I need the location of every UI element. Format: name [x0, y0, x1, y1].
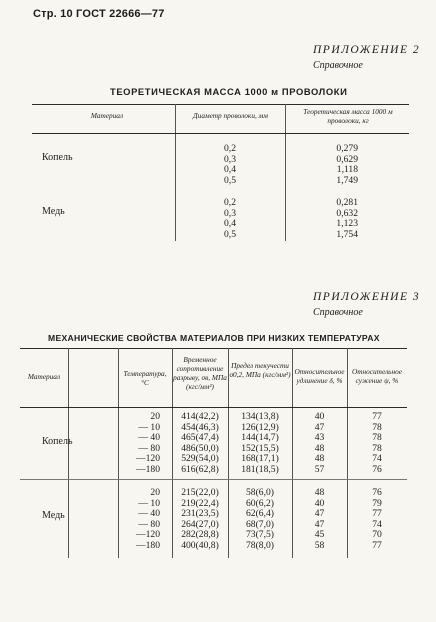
table-cell: 1,754: [336, 228, 358, 240]
table-cell: 77: [372, 539, 382, 551]
col-header-temperature: Температура, °С: [123, 369, 167, 387]
table-cell: 0,279: [336, 143, 358, 154]
table-cell: 215(22,0): [181, 487, 219, 498]
table-cell: — 80: [138, 518, 160, 530]
table-cell: —180: [136, 463, 160, 475]
col-header-yield: Предел текучести σ0,2, МПа (кгс/мм²): [229, 361, 291, 379]
col-header-tensile: Временное сопротивление разрыву, σв, МПа (кгс/мм²): [173, 355, 227, 391]
col-header-material: Материал: [27, 372, 61, 381]
table-cell: 73(7,5): [246, 529, 274, 541]
table-cell: 181(18,5): [241, 463, 279, 475]
table-cell: — 40: [138, 432, 160, 444]
tensile-values: [173, 488, 227, 552]
table-cell: 0,4: [224, 218, 236, 230]
table-cell: 465(47,4): [181, 432, 219, 444]
table-cell: 0,5: [224, 228, 236, 240]
mass-values: [320, 198, 358, 240]
table-cell: —120: [136, 529, 160, 541]
table-cell: 74: [372, 518, 382, 530]
table-cell: 0,3: [224, 207, 236, 219]
table-cell: 45: [314, 529, 325, 541]
temperature-values: [124, 412, 160, 476]
appendix-3-title: ПРИЛОЖЕНИЕ 3: [313, 291, 421, 303]
table-2-divider: [118, 348, 119, 558]
table-cell: — 10: [138, 497, 160, 509]
table-cell: 282(28,8): [181, 529, 219, 541]
table-cell: 219(22,4): [181, 497, 219, 509]
table-cell: 144(14,7): [241, 432, 279, 444]
table-cell: 0,281: [336, 197, 358, 208]
reduction-values: [348, 488, 406, 552]
table-cell: 0,4: [224, 164, 236, 176]
table-cell: 58: [314, 539, 325, 551]
temperature-values: [124, 488, 160, 552]
table-cell: 78: [372, 442, 382, 454]
table-1-title: ТЕОРЕТИЧЕСКАЯ МАССА 1000 м ПРОВОЛОКИ: [110, 86, 348, 97]
table-cell: 616(62,8): [181, 463, 219, 475]
table-cell: 57: [314, 463, 325, 475]
col-header-material: Материал: [90, 111, 124, 120]
table-cell: 0,629: [336, 153, 358, 165]
table-cell: 47: [314, 508, 325, 520]
table-2-header-rule: [20, 407, 407, 408]
table-cell: 40: [314, 497, 325, 509]
table-cell: 400(40,8): [181, 539, 219, 551]
table-cell: 1,118: [336, 164, 358, 176]
table-cell: 0,632: [336, 207, 358, 219]
appendix-2-subtitle: Справочное: [313, 60, 363, 71]
table-cell: 48: [314, 453, 325, 465]
table-cell: 48: [314, 487, 325, 498]
table-cell: 20: [150, 487, 160, 498]
table-cell: 1,123: [336, 218, 358, 230]
table-1-divider: [285, 104, 286, 241]
table-cell: 62(6,4): [246, 508, 274, 520]
table-cell: 58(6,0): [246, 487, 274, 498]
table-1-header-rule: [32, 133, 409, 134]
row-material: Медь: [42, 206, 65, 217]
table-cell: 74: [372, 453, 382, 465]
table-cell: 231(23,5): [181, 508, 219, 520]
table-cell: 78(8,0): [246, 539, 274, 551]
table-cell: 264(27,0): [181, 518, 219, 530]
table-1-divider: [175, 104, 176, 241]
table-cell: —120: [136, 453, 160, 465]
table-cell: 414(42,2): [181, 411, 219, 422]
table-cell: —180: [136, 539, 160, 551]
table-cell: 134(13,8): [241, 411, 279, 422]
col-header-mass: Теоретическая масса 1000 м проволоки, кг: [303, 107, 393, 125]
elongation-values: [293, 488, 346, 552]
yield-values: [229, 412, 291, 476]
table-cell: 70: [372, 529, 382, 541]
table-cell: 168(17,1): [241, 453, 279, 465]
row-material: Копель: [42, 152, 73, 163]
tensile-values: [173, 412, 227, 476]
table-cell: 20: [150, 411, 160, 422]
elongation-values: [293, 412, 346, 476]
table-cell: 1,749: [336, 174, 358, 186]
table-cell: 126(12,9): [241, 421, 279, 433]
table-cell: 68(7,0): [246, 518, 274, 530]
table-cell: — 10: [138, 421, 160, 433]
table-1-top-rule: [32, 104, 409, 105]
table-cell: 40: [314, 411, 325, 422]
diameter-values: [200, 198, 236, 240]
appendix-2-title: ПРИЛОЖЕНИЕ 2: [313, 44, 421, 56]
table-2-title: МЕХАНИЧЕСКИЕ СВОЙСТВА МАТЕРИАЛОВ ПРИ НИЗКИХ ТЕМПЕРАТУРАХ: [48, 333, 380, 343]
table-cell: 486(50,0): [181, 442, 219, 454]
table-cell: 76: [372, 463, 382, 475]
table-cell: 152(15,5): [241, 442, 279, 454]
table-cell: 76: [372, 487, 382, 498]
page-header: Стр. 10 ГОСТ 22666—77: [33, 8, 165, 20]
table-cell: 0,3: [224, 153, 236, 165]
table-cell: 79: [372, 497, 382, 509]
reduction-values: [348, 412, 406, 476]
appendix-3-subtitle: Справочное: [313, 307, 363, 318]
table-cell: 60(6,2): [246, 497, 274, 509]
table-cell: 77: [372, 508, 382, 520]
table-cell: 454(46,3): [181, 421, 219, 433]
table-cell: 77: [372, 411, 382, 422]
table-2-top-rule: [20, 348, 407, 349]
table-cell: 0,5: [224, 174, 236, 186]
table-cell: 43: [314, 432, 325, 444]
table-cell: 48: [314, 442, 325, 454]
row-material: Копель: [42, 436, 73, 447]
table-cell: 78: [372, 432, 382, 444]
yield-values: [229, 488, 291, 552]
table-cell: 78: [372, 421, 382, 433]
diameter-values: [200, 144, 236, 186]
col-header-reduction: Относительное сужение ψ, %: [351, 367, 403, 385]
table-cell: — 40: [138, 508, 160, 520]
mass-values: [320, 144, 358, 186]
table-cell: 47: [314, 518, 325, 530]
col-header-diameter: Диаметр проволоки, мм: [193, 111, 268, 120]
table-cell: 47: [314, 421, 325, 433]
col-header-elongation: Относительное удлинение δ, %: [294, 367, 345, 385]
table-2-divider: [68, 348, 69, 558]
table-2-group-rule: [20, 479, 407, 480]
table-cell: 529(54,0): [181, 453, 219, 465]
table-cell: 0,2: [224, 197, 236, 208]
table-cell: 0,2: [224, 143, 236, 154]
row-material: Медь: [42, 510, 65, 521]
table-cell: — 80: [138, 442, 160, 454]
